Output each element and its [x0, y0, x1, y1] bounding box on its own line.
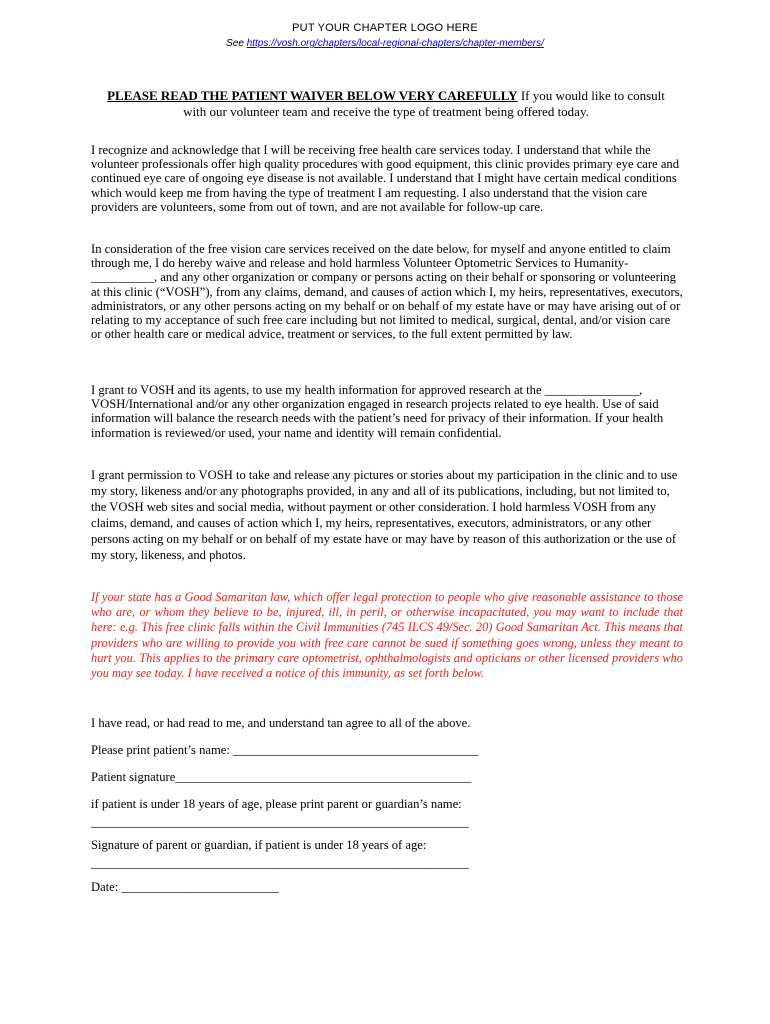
patient-name-field[interactable]: Please print patient’s name: _______________________________________ [91, 743, 479, 757]
chapter-link-line [0, 38, 770, 49]
waiver-intro [96, 88, 676, 120]
guardian-signature-label: Signature of parent or guardian, if patient is under 18 years of age: [91, 838, 427, 852]
date-field[interactable]: Date: _________________________ [91, 880, 279, 894]
see-prefix: See [226, 38, 247, 49]
chapter-logo-placeholder: PUT YOUR CHAPTER LOGO HERE [292, 22, 478, 34]
waiver-heading: PLEASE READ THE PATIENT WAIVER BELOW VERY CAREFULLY [107, 88, 518, 103]
good-samaritan-note: If your state has a Good Samaritan law, which offer legal protection to people who give reasonable assistance to those who are, or whom they believe to be, injured, ill, in peril, or otherwise incapacitated, you may want to include that here: e.g. This free clinic falls within the Civil Immunities (745 ILCS 49/Sec. 20) Good Samaritan Act. This means that providers who are willing to provide you with free care cannot be sued if something goes wrong, unless they meant to hurt you. This applies to the primary care optometrist, ophthalmologists and opticians or other licensed providers who you may see today. I have received a notice of this immunity, as set forth below. [91, 590, 683, 681]
paragraph-photo-permission: I grant permission to VOSH to take and release any pictures or stories about my participation in the clinic and to use my story, likeness and/or any photographs provided, in any and all of its publications, including, but not limited to, the VOSH web sites and social media, without payment or other consideration. I hold harmless VOSH from any claims, demand, and causes of action which I, my heirs, representatives, executors, administrators, or any other persons acting on my behalf or on behalf of my estate have or may have by reason of this authorization or the use of my story, likeness, and photos. [91, 468, 678, 562]
paragraph-release: In consideration of the free vision care services received on the date below, for myself and anyone entitled to claim through me, I do hereby waive and release and hold harmless Volunteer Optometric Services to Humanity-__________, and any other organization or company or persons acting on their behalf or sponsoring or volunteering at this clinic (“VOSH”), from any claims, demand, and causes of action which I, my heirs, representatives, executors, administrators, or any other persons acting on my behalf or on behalf of my estate have or may have arising out of or relating to my acceptance of such free care including but not limited to medical, surgical, dental, and/or vision care or other health care or medical advice, treatment or services, to the full extent permitted by law. [91, 242, 683, 342]
chapter-members-link[interactable]: https://vosh.org/chapters/local-regional-chapters/chapter-members/ [246, 38, 544, 49]
guardian-name-label: if patient is under 18 years of age, please print parent or guardian’s name: [91, 797, 462, 811]
paragraph-acknowledgement: I recognize and acknowledge that I will be receiving free health care services today. I understand that while the volunteer professionals offer high quality procedures with good equipment, this clinic provides primary eye care and continued eye care of ongoing eye disease is not available. I understand that I might have certain medical conditions which would keep me from having the type of treatment I am requesting. I also understand that the vision care providers are volunteers, some from out of town, and are not available for follow-up care. [91, 143, 680, 214]
paragraph-research: I grant to VOSH and its agents, to use my health information for approved research at the _______________, VOSH/International and/or any other organization engaged in research projects related to eye health. Use of said information will balance the research needs with the patient’s need for privacy of their information. If your health information is reviewed/or used, your name and identity will remain confidential. [91, 383, 664, 440]
agreement-statement: I have read, or had read to me, and understand tan agree to all of the above. [91, 716, 471, 730]
guardian-signature-field[interactable]: ____________________________________________________________ [91, 856, 469, 870]
waiver-intro-text: If you would like to consult with our volunteer team and receive the type of treatment being offered today. [183, 88, 665, 119]
patient-signature-field[interactable]: Patient signature_______________________________________________ [91, 770, 472, 784]
guardian-name-field[interactable]: ____________________________________________________________ [91, 815, 469, 829]
